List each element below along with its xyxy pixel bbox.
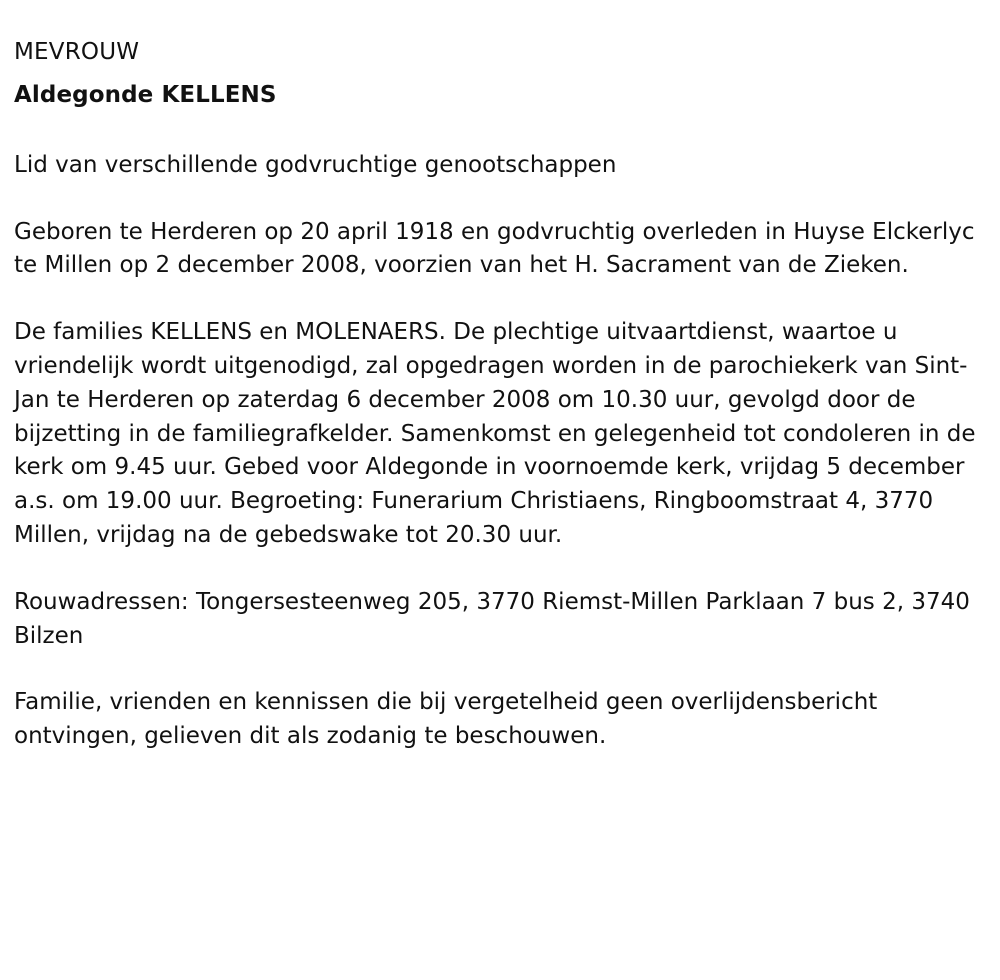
salutation-text: MEVROUW	[14, 39, 140, 65]
memberships-text: Lid van verschillende godvruchtige genootschappen	[14, 151, 617, 178]
deceased-name: Aldegonde KELLENS	[14, 82, 277, 109]
mourning-addresses-text: Rouwadressen: Tongersesteenweg 205, 3770 Riemst-Millen Parklaan 7 bus 2, 3740 Bilzen	[14, 588, 970, 649]
funeral-service-text: De families KELLENS en MOLENAERS. De plechtige uitvaartdienst, waartoe u vriendelijk wordt uitgenodigd, zal opgedragen worden in de parochiekerk van Sint-Jan te Herderen op zaterdag 6 december 2008 om 10.30 uur, gevolgd door de bijzetting in de familiegrafkelder. Samenkomst en gelegenheid tot condoleren in de kerk om 9.45 uur. Gebed voor Aldegonde in voornoemde kerk, vrijdag 5 december a.s. om 19.00 uur. Begroeting: Funerarium Christiaens, Ringboomstraat 4, 3770 Millen, vrijdag na de gebedswake tot 20.30 uur.	[14, 319, 976, 549]
birth-death-text: Geboren te Herderen op 20 april 1918 en godvruchtig overleden in Huyse Elckerlyc te Millen op 2 december 2008, voorzien van het H. Sacrament van de Zieken.	[14, 218, 975, 279]
general-notice-text: Familie, vrienden en kennissen die bij vergetelheid geen overlijdensbericht ontvingen, gelieven dit als zodanig te beschouwen.	[14, 689, 878, 750]
